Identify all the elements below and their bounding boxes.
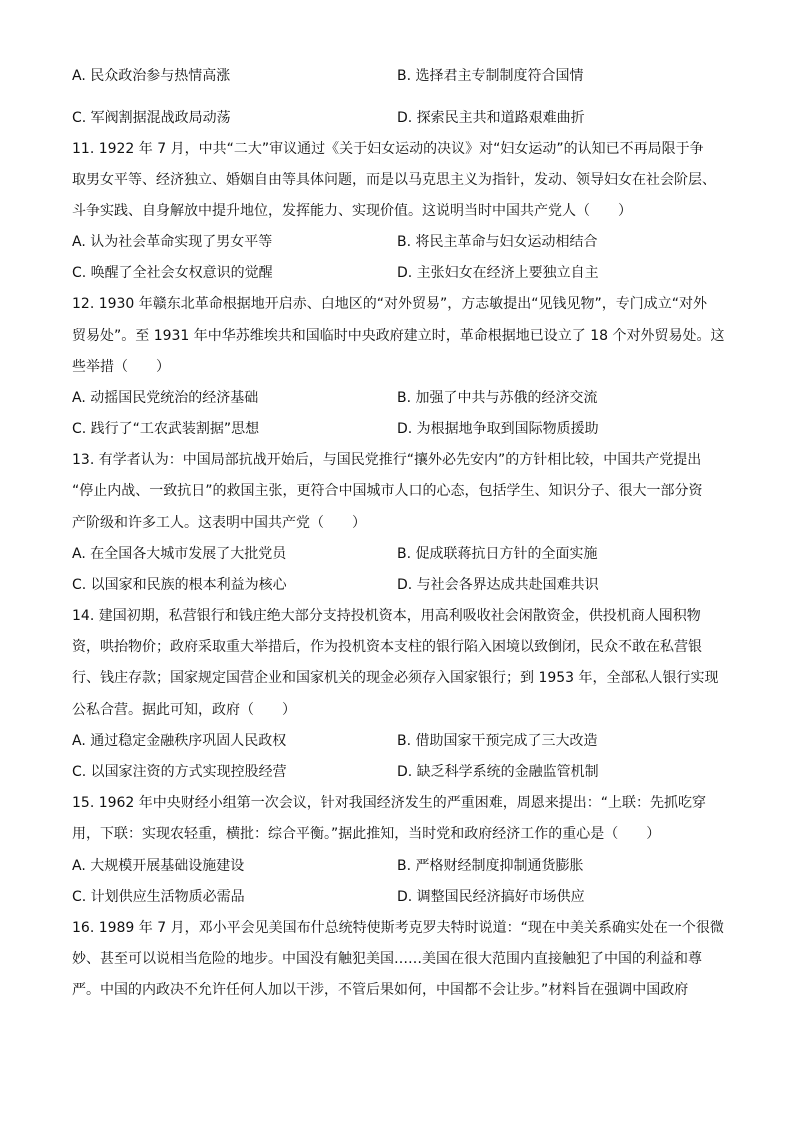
q14-option-c: C. 以国家注资的方式实现控股经营 [72,764,287,780]
prev-option-b: B. 选择君主专制制度符合国情 [397,68,584,84]
q11-stem-line: 斗争实践、自身解放中提升地位，发挥能力、实现价值。这说明当时中国共产党人（ ） [72,203,632,219]
q14-option-b: B. 借助国家干预完成了三大改造 [397,733,598,749]
q13-stem-line: 13. 有学者认为：中国局部抗战开始后，与国民党推行“攘外必先安内”的方针相比较，中国共产党提出 [72,452,702,468]
q15-option-a: A. 大规模开展基础设施建设 [72,858,245,874]
q14-option-a: A. 通过稳定金融秩序巩固人民政权 [72,733,287,749]
prev-option-c: C. 军阀割据混战政局动荡 [72,110,231,126]
q12-option-d: D. 为根据地争取到国际物质援助 [397,421,599,437]
q12-stem-line: 贸易处”。至 1931 年中华苏维埃共和国临时中央政府建立时，革命根据地已设立了 18 个对外贸易处。这 [72,328,725,344]
q13-option-a: A. 在全国各大城市发展了大批党员 [72,546,287,562]
q12-option-a: A. 动摇国民党统治的经济基础 [72,390,259,406]
q13-option-d: D. 与社会各界达成共赴国难共识 [397,577,599,593]
prev-option-d: D. 探索民主共和道路艰难曲折 [397,110,585,126]
prev-option-a: A. 民众政治参与热情高涨 [72,68,231,84]
q15-stem-line: 用，下联：实现农轻重，横批：综合平衡。”据此推知，当时党和政府经济工作的重心是（ ） [72,826,661,842]
q11-option-c: C. 唤醒了全社会女权意识的觉醒 [72,265,273,281]
q11-option-a: A. 认为社会革命实现了男女平等 [72,234,273,250]
q14-stem-line: 14. 建国初期，私营银行和钱庄绝大部分支持投机资本，用高利吸收社会闲散资金，供投机商人囤积物 [72,608,701,624]
q12-option-b: B. 加强了中共与苏俄的经济交流 [397,390,598,406]
q11-stem-line: 11. 1922 年 7 月，中共“二大”审议通过《关于妇女运动的决议》对“妇女运动”的认知已不再局限于争 [72,141,704,157]
q14-stem-line: 资，哄抬物价；政府采取重大举措后，作为投机资本支柱的银行陷入困境以致倒闭，民众不敢在私营银 [72,639,702,655]
q16-stem-line: 严。中国的内政决不允许任何人加以干涉，不管后果如何，中国都不会让步。”材料旨在强调中国政府 [72,982,689,998]
q15-option-b: B. 严格财经制度抑制通货膨胀 [397,858,584,874]
q15-stem-line: 15. 1962 年中央财经小组第一次会议，针对我国经济发生的严重困难，周恩来提出：“上联：先抓吃穿 [72,795,707,811]
q13-stem-line: “停止内战、一致抗日”的救国主张，更符合中国城市人口的心态，包括学生、知识分子、很大一部分资 [72,483,703,499]
q13-option-b: B. 促成联蒋抗日方针的全面实施 [397,546,598,562]
q11-option-b: B. 将民主革命与妇女运动相结合 [397,234,598,250]
q12-stem-line: 些举措（ ） [72,359,170,375]
q11-option-d: D. 主张妇女在经济上要独立自主 [397,265,599,281]
q11-stem-line: 取男女平等、经济独立、婚姻自由等具体问题，而是以马克思主义为指针，发动、领导妇女在社会阶层、 [72,172,716,188]
q13-stem-line: 产阶级和许多工人。这表明中国共产党（ ） [72,515,366,531]
q16-stem-line: 16. 1989 年 7 月，邓小平会见美国布什总统特使斯考克罗夫特时说道：“现在中美关系确实处在一个很微 [72,920,724,936]
q14-stem-line: 公私合营。据此可知，政府（ ） [72,702,296,718]
q14-stem-line: 行、钱庄存款；国家规定国营企业和国家机关的现金必须存入国家银行；到 1953 年，全部私人银行实现 [72,670,719,686]
q16-stem-line: 妙、甚至可以说相当危险的地步。中国没有触犯美国……美国在很大范围内直接触犯了中国的利益和尊 [72,951,702,967]
q14-option-d: D. 缺乏科学系统的金融监管机制 [397,764,599,780]
q15-option-d: D. 调整国民经济搞好市场供应 [397,889,585,905]
q12-option-c: C. 践行了“工农武装割据”思想 [72,421,260,437]
q15-option-c: C. 计划供应生活物质必需品 [72,889,245,905]
q13-option-c: C. 以国家和民族的根本利益为核心 [72,577,287,593]
q12-stem-line: 12. 1930 年赣东北革命根据地开启赤、白地区的“对外贸易”，方志敏提出“见钱见物”，专门成立“对外 [72,296,708,312]
